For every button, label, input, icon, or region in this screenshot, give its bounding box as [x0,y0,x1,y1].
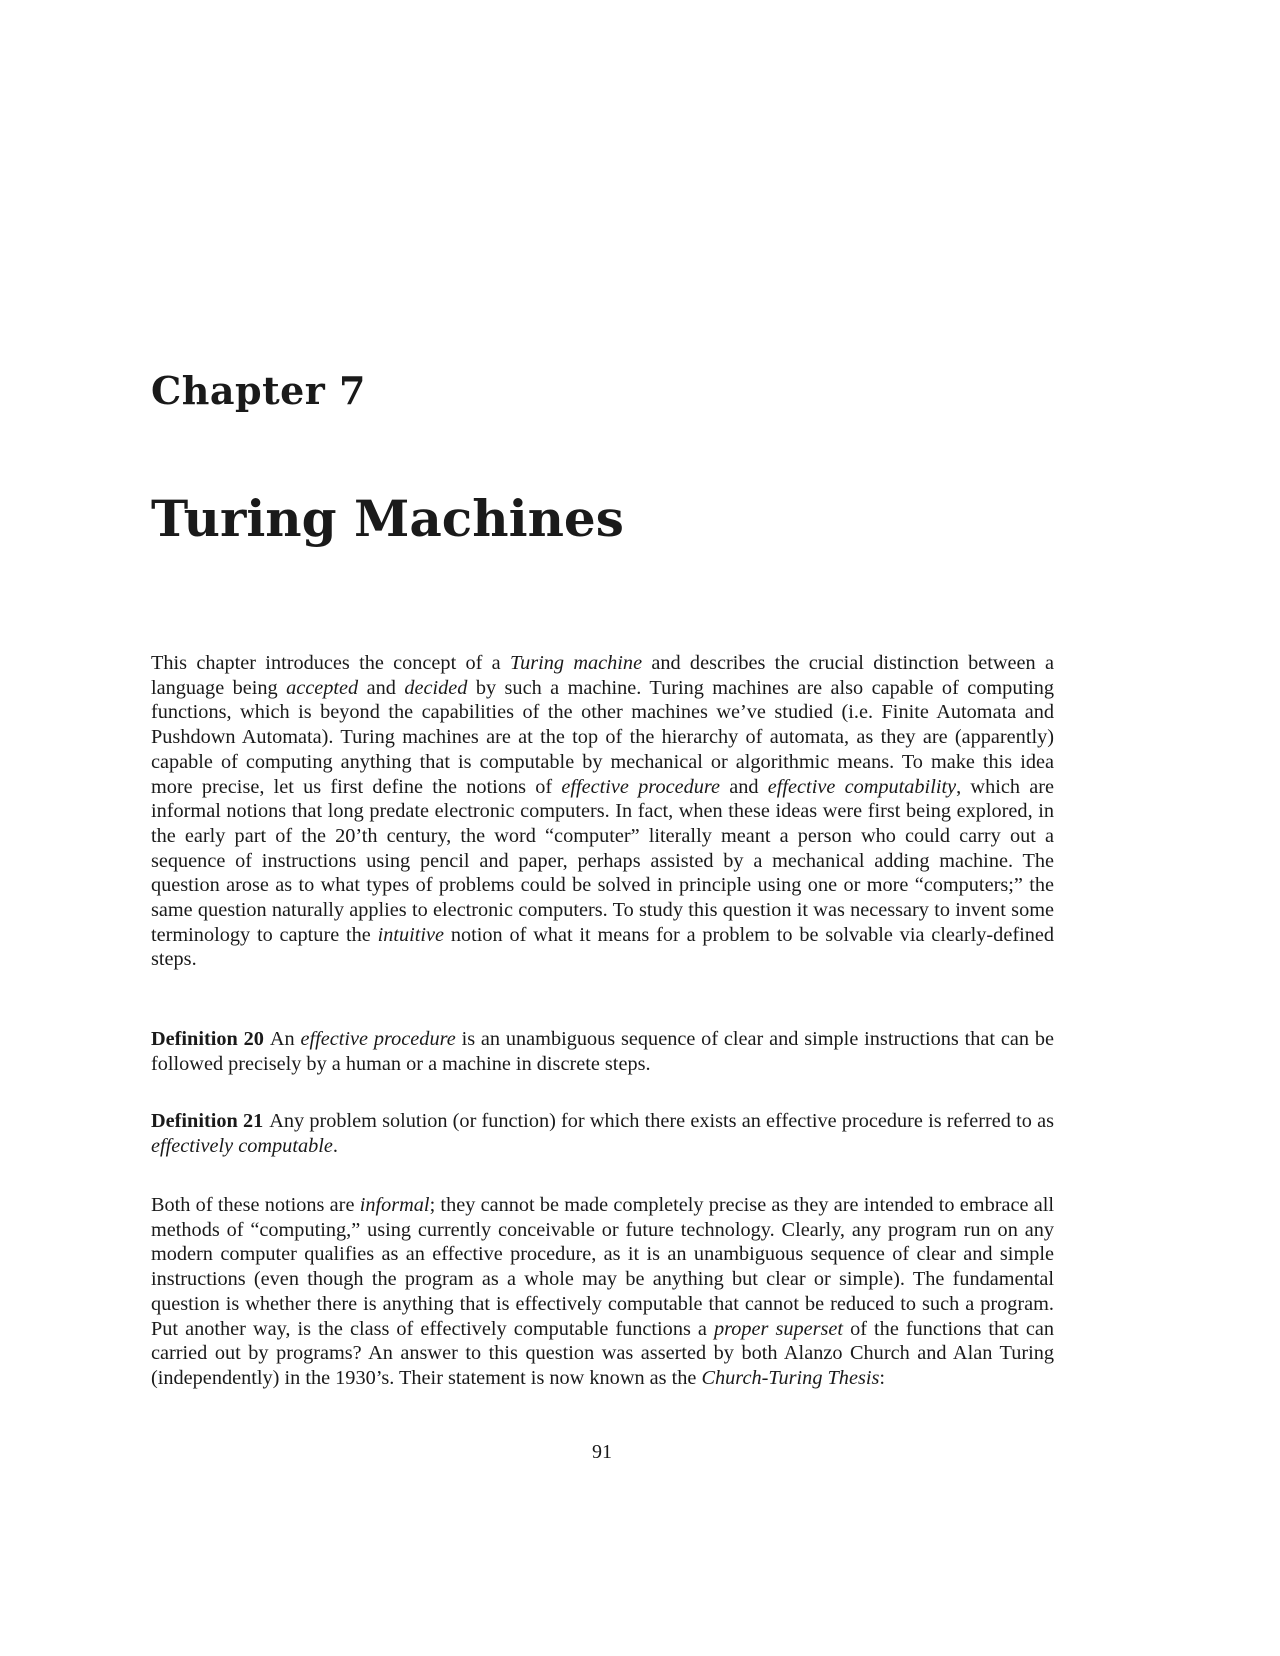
page-number: 91 [592,1441,612,1463]
definition-label: Definition 20 [151,1028,264,1050]
chapter-title: Turing Machines [151,489,624,548]
definition-20: Definition 20 An effective procedure is an unambiguous sequence of clear and simple instructions that can be followed precisely by a human or a machine in discrete steps. [151,1028,1054,1075]
body-paragraph: Both of these notions are informal; they cannot be made completely precise as they are intended to embrace all methods of “computing,” using currently conceivable or future technology. Clearly, any program run on any modern computer qualifies as an effective procedure, as it is an unambiguous sequence of clear and simple instructions (even though the program as a whole may be anything but clear or simple). The fundamental question is whether there is anything that is effectively computable that cannot be reduced to such a program. Put another way, is the class of effectively computable functions a proper superset of the functions that can carried out by programs? An answer to this question was asserted by both Alanzo Church and Alan Turing (independently) in the 1930’s. Their statement is now known as the Church-Turing Thesis: [151,1194,1054,1389]
chapter-label: Chapter 7 [151,368,366,413]
definition-label: Definition 21 [151,1110,264,1132]
intro-paragraph: This chapter introduces the concept of a Turing machine and describes the crucial distinction between a language being accepted and decided by such a machine. Turing machines are also capable of computing functions, which is beyond the capabilities of the other machines we’ve studied (i.e. Finite Automata and Pushdown Automata). Turing machines are at the top of the hierarchy of automata, as they are (apparently) capable of computing anything that is computable by mechanical or algorithmic means. To make this idea more precise, let us first define the notions of effective procedure and effective computability, which are informal notions that long predate electronic computers. In fact, when these ideas were first being explored, in the early part of the 20’th century, the word “computer” literally meant a person who could carry out a sequence of instructions using pencil and paper, perhaps assisted by a mechanical adding machine. The question arose as to what types of problems could be solved in principle using one or more “computers;” the same question naturally applies to electronic computers. To study this question it was necessary to invent some terminology to capture the intuitive notion of what it means for a problem to be solvable via clearly-defined steps. [151,652,1055,971]
definition-21: Definition 21 Any problem solution (or function) for which there exists an effective procedure is referred to as effectively computable. [151,1110,1054,1157]
